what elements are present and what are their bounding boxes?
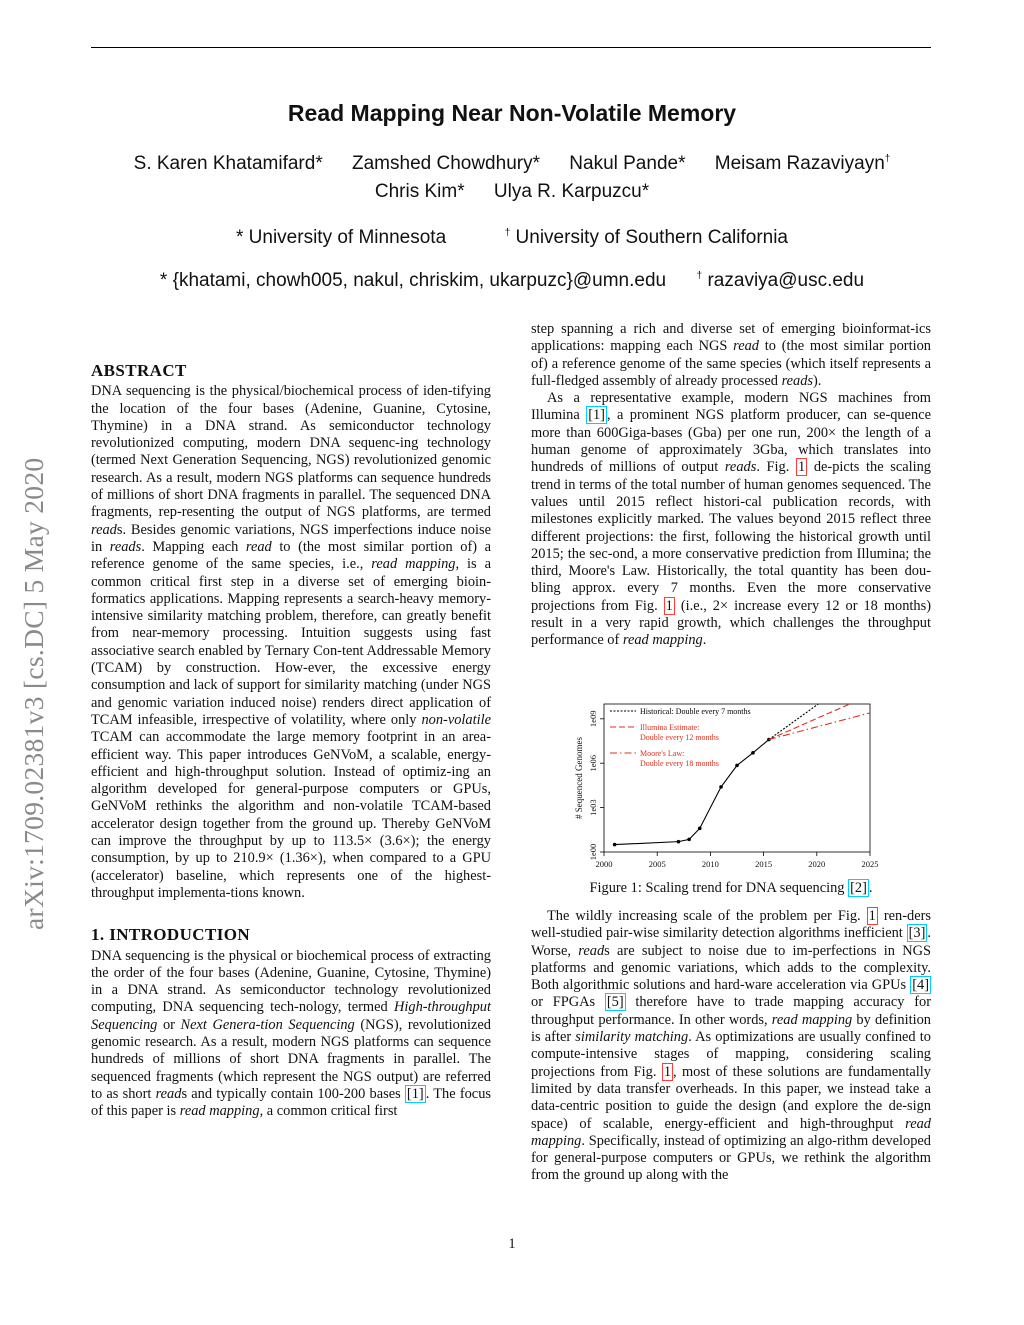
legend-label: Double every 12 months bbox=[640, 733, 719, 742]
abstract-body: DNA sequencing is the physical/biochemical process of iden-tifying the location of the four bases (Adenine, Guanine, Cytosine, Thymine) in a DNA strand. As semiconductor technology revolutionized computing, modern DNA sequenc-ing technology (termed Next Generation Sequencing, NGS) revolutionized genomic research. As a result, modern NGS platforms can sequence hundreds of millions of short DNA fragments in parallel. The sequenced DNA fragments, rep-resenting the output of NGS platforms, are termed reads. Besides genomic variations, NGS imperfections induce noise in reads. Mapping each read to (the most similar portion of) a reference genome of the same species, i.e., read mapping, is a common critical first step in a diverse set of emerging bioin-formatics applications. Mapping represents a search-heavy memory-intensive similarity matching problem, therefore, can greatly benefit from near-memory processing. Intuition suggests using fast associative search enabled by Ternary Con-tent Addressable Memory (TCAM) by construction. How-ever, the excessive energy consumption and lack of support for similarity matching (under NGS and genomic variation induced noise) renders direct application of TCAM infeasible, irrespective of volatility, where only non-volatile TCAM can accommodate the large memory footprint in an area-efficient way. This paper introduces GeNVoM, a scalable, energy-efficient and high-throughput solution. Instead of optimiz-ing an algorithm developed for general-purpose computers or GPUs, GeNVoM rethinks the algorithm and non-volatile TCAM-based accelerator design together from the ground up. Thereby GeNVoM can improve the throughput by up to 113.5× (3.6×); the energy consumption, by up to 210.9× (1.36×), when compared to a GPU (accelerator) baseline, which represents one of the highest-throughput implementa-tions known. bbox=[91, 383, 491, 901]
figure-caption: Figure 1: Scaling trend for DNA sequencing [2] . bbox=[589, 880, 873, 896]
legend-label: Illumina Estimate: bbox=[640, 723, 700, 732]
scaling-trend-chart bbox=[570, 698, 890, 876]
x-tick-label: 2000 bbox=[595, 859, 613, 869]
y-tick-label: 1e00 bbox=[588, 843, 598, 861]
x-tick-label: 2015 bbox=[755, 859, 773, 869]
right-paragraph-2: As a representative example, modern NGS machines from Illumina [1] , a prominent NGS platform producer, can se-quence more than 600Giga-bases (Gba) per one run, 200× the length of a human genome of approximately 3Gba, which translates into hundreds of millions of output reads. Fig. 1 de-picts the scaling trend in terms of the total number of human genomes sequenced. The values until 2015 reflect histori-cal publication records, with milestones explicitly marked. The values beyond 2015 reflect three different projections: the first, following the historical growth until 2015; the sec-ond, a more conservative prediction from Illumina; the third, Moore's Law. Historically, the total quantity has been dou-bling approx. every 7 months. Even the more conservative projections from Fig. 1 (i.e., 2× increase every 12 or 18 months) result in a very rapid growth, which challenges the throughput performance of read mapping. bbox=[531, 390, 931, 649]
top-rule bbox=[91, 47, 931, 48]
figure-link[interactable]: 1 bbox=[868, 908, 876, 924]
abstract-heading: ABSTRACT bbox=[91, 361, 187, 380]
arxiv-identifier[interactable]: arXiv:1709.02381v3 [cs.DC] 5 May 2020 bbox=[18, 457, 49, 930]
series-line bbox=[615, 740, 769, 845]
legend-label: Double every 18 months bbox=[640, 759, 719, 768]
right-paragraph-1: step spanning a rich and diverse set of emerging bioinformat-ics applications: mapping each NGS read to (the most similar portion of) a reference genome of the same species (which itself represents a full-fledged assembly of already processed reads). bbox=[531, 321, 931, 389]
author: S. Karen Khatamifard* bbox=[133, 153, 323, 174]
affiliations: * University of Minnesota † University of Southern California bbox=[235, 227, 789, 248]
legend-label: Moore's Law: bbox=[640, 749, 685, 758]
data-point bbox=[677, 840, 681, 844]
email-usc: razaviya@usc.edu bbox=[707, 270, 865, 291]
legend-label: Historical: Double every 7 months bbox=[640, 707, 751, 716]
right-column-bottom bbox=[531, 908, 931, 1185]
x-tick-label: 2005 bbox=[648, 859, 666, 869]
data-point bbox=[687, 838, 691, 842]
author: Nakul Pande* bbox=[569, 153, 686, 174]
intro-body: DNA sequencing is the physical or biochemical process of extracting the order of the four bases (Adenine, Guanine, Cytosine, Thymine) in a DNA strand. As semiconductor technology revolutionized computing, DNA sequencing tech-nology, termed High-throughput Sequencing or Next Genera-tion Sequencing (NGS), revolutionized genomic research. As a result, modern NGS platforms can sequence hundreds of millions of short DNA fragments in parallel. The sequenced fragments (which represent the NGS output) are referred to as short reads and typically contain 100-200 bases [1] . The focus of this paper is read mapping, a common critical first bbox=[91, 947, 491, 1120]
x-tick-label: 2025 bbox=[861, 859, 879, 869]
data-point bbox=[613, 843, 617, 847]
introduction-heading: 1. INTRODUCTION bbox=[91, 925, 251, 945]
y-tick-label: 1e03 bbox=[588, 799, 598, 816]
authors-line-1 bbox=[0, 153, 1024, 175]
citation-link[interactable]: [3] bbox=[908, 925, 926, 942]
data-point bbox=[735, 764, 739, 768]
affiliation-usc: University of Southern California bbox=[515, 227, 789, 248]
author: Meisam Razaviyayn† bbox=[714, 153, 891, 174]
data-point bbox=[751, 751, 755, 755]
x-tick-label: 2020 bbox=[808, 859, 826, 869]
figure-link[interactable]: 1 bbox=[665, 597, 673, 614]
authors-line-2 bbox=[0, 181, 1024, 203]
citation-link[interactable]: [1] bbox=[588, 407, 605, 424]
citation-link[interactable]: [1] bbox=[406, 1085, 424, 1102]
x-tick-label: 2010 bbox=[701, 859, 719, 869]
affiliation-umn: University of Minnesota bbox=[248, 227, 447, 248]
y-tick-label: 1e06 bbox=[588, 754, 598, 772]
author: Chris Kim* bbox=[374, 181, 465, 202]
y-axis-label: # Sequenced Genomes bbox=[574, 737, 584, 819]
data-point bbox=[698, 827, 702, 831]
left-column bbox=[91, 362, 491, 1120]
emails: * {khatami, chowh005, nakul, chriskim, ukarpuzc}@umn.edu † razaviya@usc.edu bbox=[159, 270, 865, 291]
citation-link[interactable]: [4] bbox=[912, 977, 929, 994]
author: Ulya R. Karpuzcu* bbox=[493, 181, 650, 202]
citation-link[interactable]: [2] bbox=[850, 880, 867, 896]
paper-title: Read Mapping Near Non-Volatile Memory bbox=[287, 100, 737, 126]
right-column-top bbox=[531, 321, 931, 650]
author: Zamshed Chowdhury* bbox=[352, 153, 540, 174]
figure-link[interactable]: 1 bbox=[797, 459, 806, 476]
y-tick-label: 1e09 bbox=[588, 710, 598, 728]
page-number: 1 bbox=[508, 1236, 516, 1252]
figure-link[interactable]: 1 bbox=[663, 1063, 672, 1080]
data-point bbox=[719, 785, 723, 789]
right-paragraph-3: The wildly increasing scale of the problem per Fig. 1 ren-ders well-studied pair-wise similarity detection algorithms inefficient [3] . Worse, reads are subject to noise due to im-perfections in NGS platforms and genomic variations, which adds to the complexity. Both algorithmic solutions and hard-ware acceleration via GPUs [4] or FPGAs [5] therefore have to trade mapping accuracy for throughput performance. In other words, read mapping by definition is after similarity matching. As optimizations are usually confined to compute-intensive stages of mapping, considering scaling projections from Fig. 1 , most of these solutions are fundamentally limited by data transfer overheads. In this paper, we instead take a data-centric position to guide the design (and explore the de-sign space) of scalable, energy-efficient and high-throughput read mapping. Specifically, instead of optimizing an algo-rithm developed for general-purpose computers or GPUs, we rethink the algorithm from the ground up along with the bbox=[531, 908, 931, 1184]
citation-link[interactable]: [5] bbox=[606, 994, 624, 1011]
email-umn: {khatami, chowh005, nakul, chriskim, ukarpuzc}@umn.edu bbox=[172, 270, 667, 291]
